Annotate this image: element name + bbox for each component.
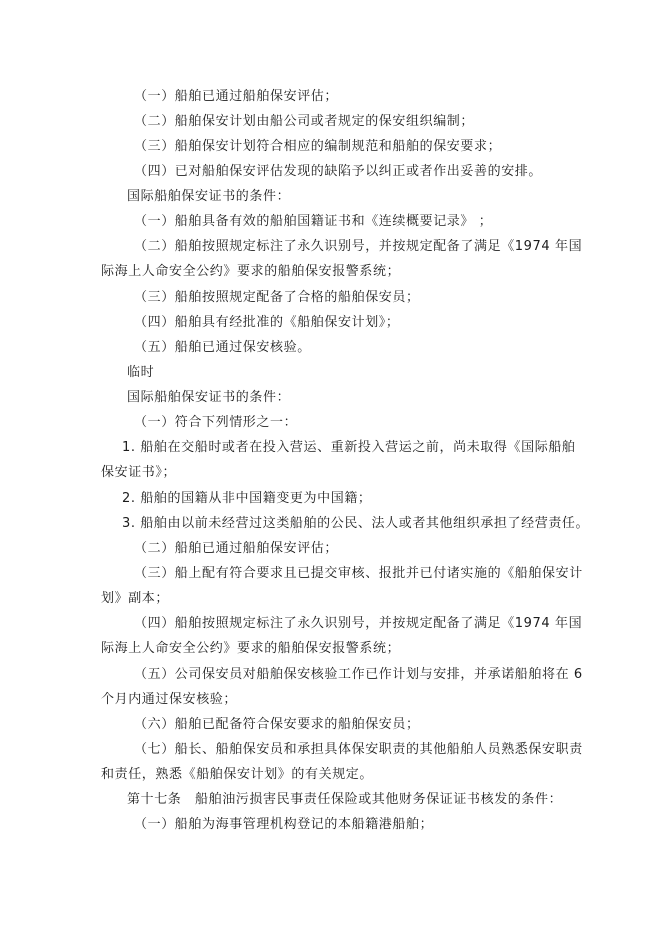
text-line: （五）公司保安员对船舶保安核验工作已作计划与安排，并承诺船舶将在 6 — [134, 667, 583, 682]
text-line: 际海上人命安全公约》要求的船舶保安报警系统； — [101, 264, 401, 279]
text-line: （二）船舶已通过船舶保安评估； — [134, 541, 339, 556]
text-line: 临时 — [127, 365, 155, 380]
text-line: 国际船舶保安证书的条件： — [127, 390, 291, 405]
text-line: 个月内通过保安核验； — [101, 692, 238, 707]
text-line: 2. 船舶的国籍从非中国籍变更为中国籍； — [122, 491, 372, 506]
text-line: 第十七条 船舶油污损害民事责任保险或其他财务保证证书核发的条件： — [127, 792, 563, 807]
text-line: （一）船舶为海事管理机构登记的本船籍港船舶； — [134, 817, 434, 832]
text-line: （一）符合下列情形之一： — [134, 415, 298, 430]
text-line: （二）船舶保安计划由船公司或者规定的保安组织编制； — [134, 114, 475, 129]
text-line: 国际船舶保安证书的条件： — [127, 189, 291, 204]
text-line: 和责任，熟悉《船舶保安计划》的有关规定。 — [101, 767, 374, 782]
text-line: （七）船长、船舶保安员和承担具体保安职责的其他船舶人员熟悉保安职责 — [134, 742, 583, 757]
text-line: （六）船舶已配备符合保安要求的船舶保安员； — [134, 717, 420, 732]
text-line: （三）船舶按照规定配备了合格的船舶保安员； — [134, 290, 420, 305]
text-line: 际海上人命安全公约》要求的船舶保安报警系统； — [101, 641, 401, 656]
text-line: （四）已对船舶保安评估发现的缺陷予以纠正或者作出妥善的安排。 — [134, 164, 543, 179]
text-line: （四）船舶具有经批准的《船舶保安计划》； — [134, 315, 400, 330]
text-line: 保安证书》； — [101, 465, 177, 480]
text-line: 划》副本； — [101, 591, 170, 606]
text-line: （一）船舶具备有效的船舶国籍证书和《连续概要记录》 ； — [134, 214, 493, 229]
text-line: 3. 船舶由以前未经营过这类船舶的公民、法人或者其他组织承担了经营责任。 — [122, 516, 590, 531]
text-line: （三）船舶保安计划符合相应的编制规范和船舶的保安要求； — [134, 139, 502, 154]
text-line: （四）船舶按照规定标注了永久识别号，并按规定配备了满足《1974 年国 — [134, 616, 583, 631]
text-line: （三）船上配有符合要求且已提交审核、报批并已付诸实施的《船舶保安计 — [134, 566, 583, 581]
text-line: （五）船舶已通过保安核验。 — [134, 340, 311, 355]
text-line: 1. 船舶在交船时或者在投入营运、重新投入营运之前，尚未取得《国际船舶 — [122, 440, 576, 455]
text-line: （二）船舶按照规定标注了永久识别号，并按规定配备了满足《1974 年国 — [134, 239, 583, 254]
text-line: （一）船舶已通过船舶保安评估； — [134, 89, 339, 104]
